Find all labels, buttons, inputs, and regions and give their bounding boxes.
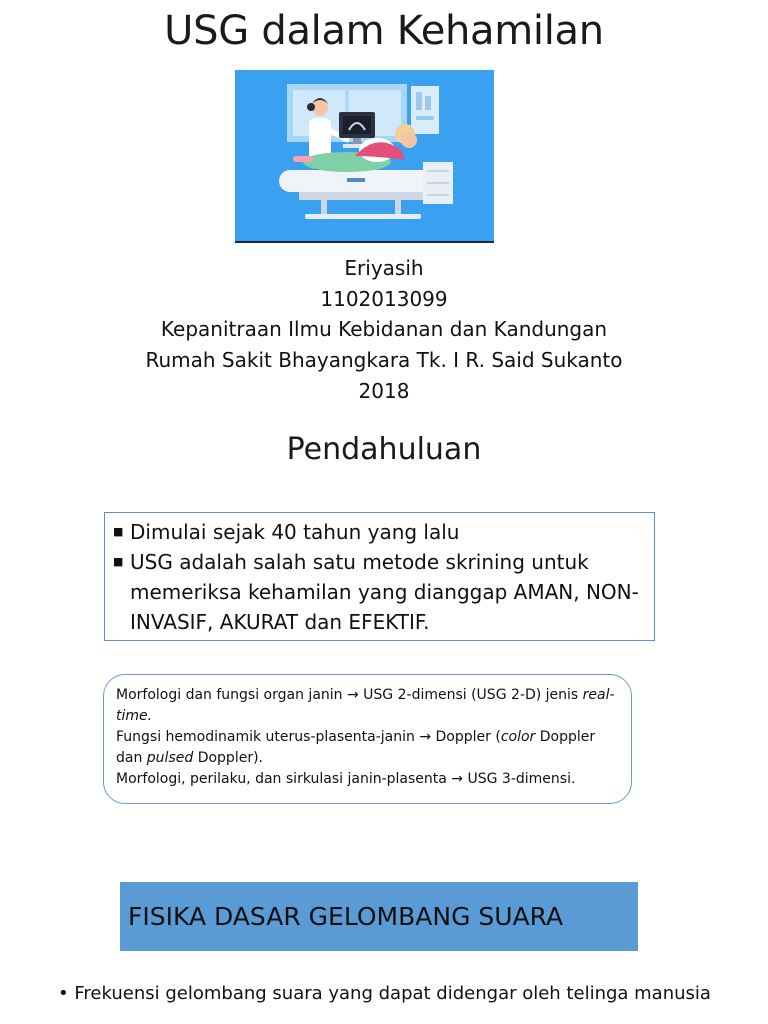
cover-program: Kepanitraan Ilmu Kebidanan dan Kandungan xyxy=(160,317,608,341)
bullet-text: Frekuensi gelombang suara yang dapat didengar oleh telinga manusia xyxy=(74,983,711,1004)
modality-subject: Fungsi hemodinamik uterus-plasenta-janin xyxy=(116,729,415,745)
ultrasound-exam-illustration xyxy=(235,70,494,243)
list-item xyxy=(113,517,644,547)
square-bullet-icon: ■ xyxy=(113,555,124,568)
modality-italic-term: real-time. xyxy=(116,687,615,724)
modality-italic-term: color xyxy=(500,729,536,745)
physics-section-title: FISIKA DASAR GELOMBANG SUARA xyxy=(128,902,564,931)
bullet-text: Dimulai sejak 40 tahun yang lalu xyxy=(130,520,460,544)
arrow-right-icon: → xyxy=(346,687,359,703)
page-title: USG dalam Kehamilan xyxy=(164,8,604,54)
square-bullet-icon: ■ xyxy=(113,525,124,538)
cover-student-id: 1102013099 xyxy=(320,287,448,311)
modality-subject: Morfologi, perilaku, dan sirkulasi janin-plasenta xyxy=(116,771,447,787)
ultrasound-modalities-box xyxy=(103,674,632,804)
modality-target: USG 2-dimensi (USG 2-D) jenis xyxy=(363,687,579,703)
modality-target: Doppler ( xyxy=(435,729,501,745)
physics-section-banner xyxy=(120,882,638,951)
modality-line-doppler xyxy=(116,727,619,769)
intro-bullet-box xyxy=(104,512,655,641)
round-bullet-icon: • xyxy=(58,983,69,1004)
bullet-text: USG adalah salah satu metode skrining untuk memeriksa kehamilan yang dianggap AMAN, NON-INVASIF, AKURAT dan EFEKTIF. xyxy=(130,550,639,634)
modality-italic-term: pulsed xyxy=(146,750,194,766)
arrow-right-icon: → xyxy=(419,729,432,745)
modality-subject: Morfologi dan fungsi organ janin xyxy=(116,687,343,703)
cover-author: Eriyasih xyxy=(344,256,424,280)
cover-year: 2018 xyxy=(358,379,410,403)
arrow-right-icon: → xyxy=(451,771,464,787)
modality-line-2d xyxy=(116,685,619,727)
modality-target: USG 3-dimensi. xyxy=(467,771,576,787)
physics-bullet xyxy=(58,983,711,1004)
list-item xyxy=(113,547,644,637)
modality-line-3d xyxy=(116,769,619,790)
modality-target-end: Doppler). xyxy=(197,750,263,766)
cover-hospital: Rumah Sakit Bhayangkara Tk. I R. Said Sukanto xyxy=(145,348,623,372)
section-title: Pendahuluan xyxy=(286,432,482,467)
modality-target-rest: Doppler dan xyxy=(116,729,596,766)
